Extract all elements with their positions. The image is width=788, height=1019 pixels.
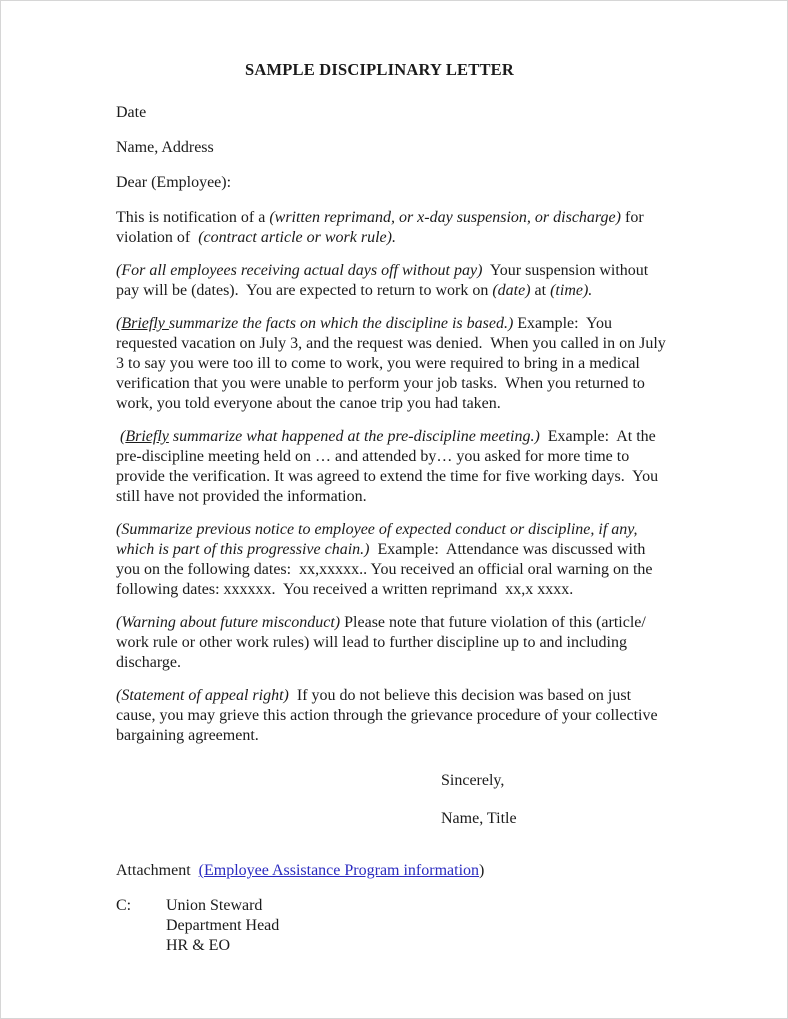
text-segment: (Warning about future misconduct) — [116, 614, 341, 631]
eap-attachment-link[interactable]: (Employee Assistance Program information — [198, 862, 480, 879]
text-segment: Example: Attendance was discussed with you on the following dates: xx,xxxxx.. You received an official oral warning on the following dates: xxxxxx. You received a written reprimand xx,x xxxx. — [116, 541, 657, 598]
paragraph-future-misconduct-warning — [116, 613, 673, 673]
name-address-line: Name, Address — [116, 139, 214, 156]
date-line: Date — [116, 104, 147, 121]
text-segment: Your suspension without pay will be (dates). You are expected to return to work on — [116, 262, 653, 299]
text-segment: Briefly — [125, 428, 169, 445]
closing-block — [441, 771, 673, 829]
text-segment: (contract article or work rule). — [198, 229, 396, 246]
signature-line: Name, Title — [441, 810, 517, 827]
text-segment: summarize the facts on which the discipline is based.) — [168, 315, 514, 332]
text-segment: (Summarize previous notice to employee of expected conduct or discipline, if any, which is part of this progressive chain.) — [116, 521, 642, 558]
text-segment: (Statement of appeal right) — [116, 687, 289, 704]
attachment-suffix: ) — [479, 862, 485, 879]
text-segment: at — [530, 282, 551, 299]
cc-item-hr-eo: HR & EO — [166, 937, 230, 954]
text-segment: summarize what happened at the pre-discipline meeting.) — [168, 428, 540, 445]
text-segment: (date) — [492, 282, 531, 299]
text-segment: Please note that future violation of this (article/ work rule or other work rules) will lead to further discipline up to and including discharge. — [116, 614, 650, 671]
text-segment: (time). — [550, 282, 593, 299]
attachment-label: Attachment — [116, 862, 199, 879]
attachment-line — [116, 861, 673, 881]
text-segment: for violation of — [116, 209, 648, 246]
cc-block — [116, 896, 673, 956]
paragraph-appeal-right — [116, 686, 673, 746]
text-segment: Example: At the pre-discipline meeting held on … and attended by… you asked for more time to provide the verification. It was agreed to extend the time for five working days. You still have not provided the information. — [116, 428, 663, 505]
paragraph-notification — [116, 208, 673, 248]
paragraph-suspension-dates — [116, 261, 673, 301]
text-segment: Example: You requested vacation on July 3, and the request was denied. When you called in on July 3 to say you were too ill to come to work, you were required to bring in a medical verification that you were unable to perform your job tasks. When you returned to work, you told everyone about the canoe trip you had taken. — [116, 315, 670, 412]
cc-item-union-steward: Union Steward — [166, 897, 263, 914]
paragraph-facts-summary — [116, 314, 673, 414]
text-segment: If you do not believe this decision was based on just cause, you may grieve this action through the grievance procedure of your collective bargaining agreement. — [116, 687, 662, 744]
paragraph-previous-notice — [116, 520, 673, 600]
salutation: Dear (Employee): — [116, 174, 232, 191]
text-segment: (For all employees receiving actual days off without pay) — [116, 262, 483, 279]
cc-label: C: — [116, 897, 132, 914]
paragraph-pre-discipline-meeting — [116, 427, 673, 507]
text-segment: ( — [116, 428, 126, 445]
cc-list — [166, 896, 279, 956]
text-segment: ( — [116, 315, 122, 332]
letter-title: SAMPLE DISCIPLINARY LETTER — [245, 60, 514, 79]
text-segment: Briefly — [121, 315, 169, 332]
text-segment: (written reprimand, or x-day suspension, or discharge) — [269, 209, 621, 226]
cc-item-department-head: Department Head — [166, 917, 280, 934]
text-segment: This is notification of a — [116, 209, 270, 226]
valediction: Sincerely, — [441, 772, 505, 789]
